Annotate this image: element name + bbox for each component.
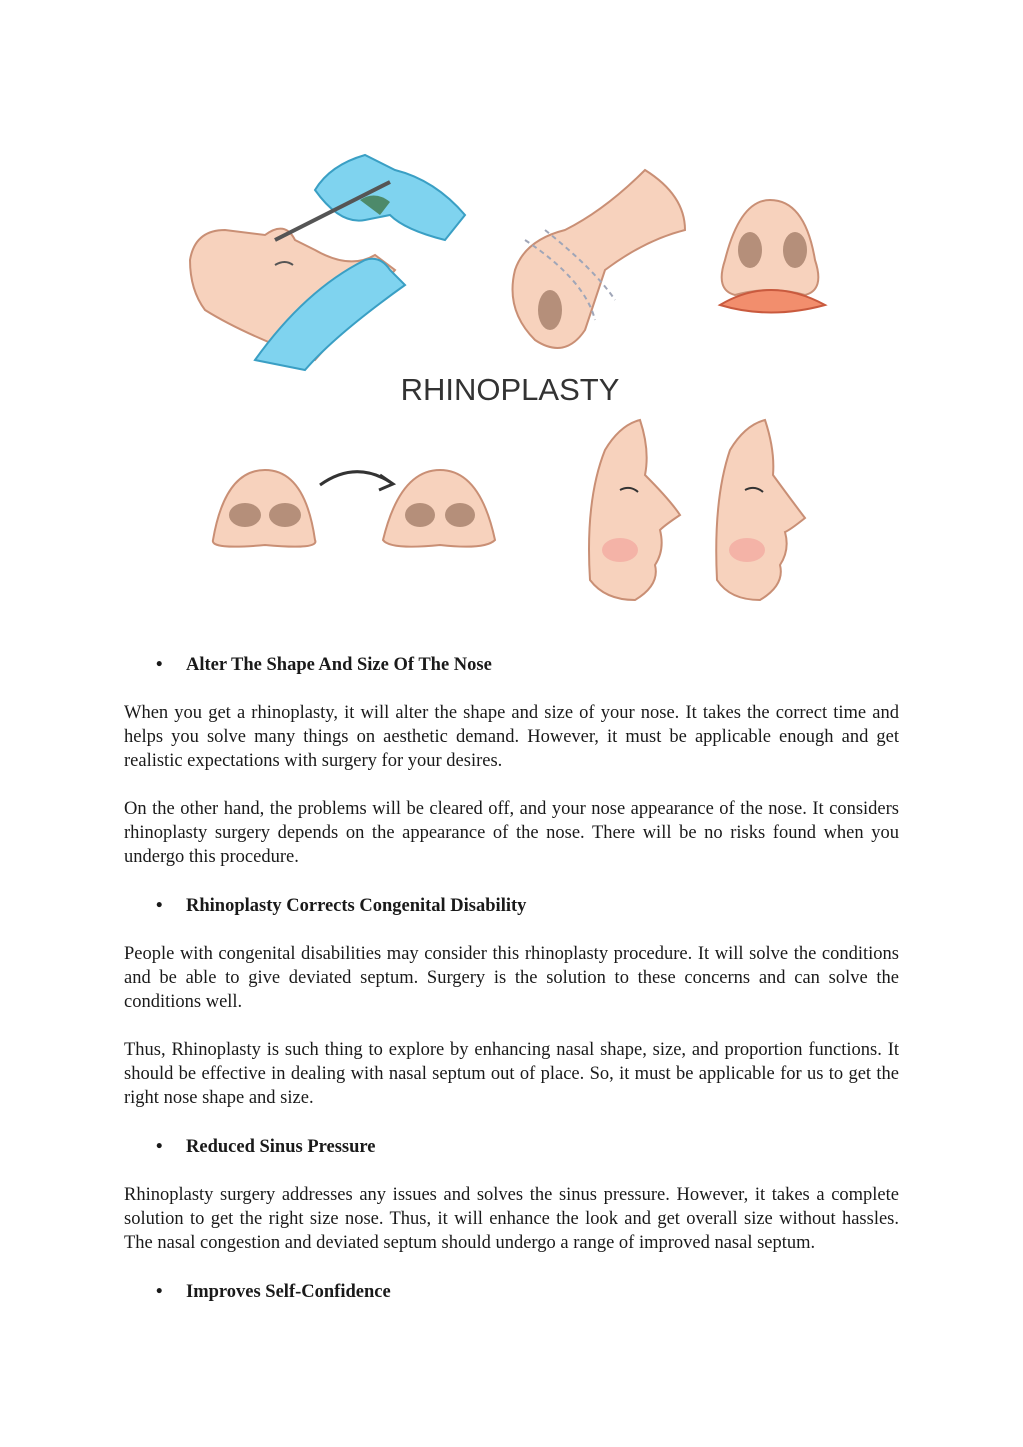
paragraph: People with congenital disabilities may consider this rhinoplasty procedure. It will solve the conditions and be able to give deviated septum. Surgery is the solution to these concerns and can solve the conditions well. xyxy=(124,944,899,1012)
nose-bottom-view-image xyxy=(720,200,825,313)
bullet-icon: • xyxy=(156,896,163,916)
section-heading-text: Improves Self-Confidence xyxy=(186,1282,391,1302)
section-heading xyxy=(124,1279,899,1305)
paragraph: When you get a rhinoplasty, it will alter the shape and size of your nose. It takes the correct time and helps you solve many things on aesthetic demand. However, it must be applicable enough and get realistic expectations with surgery for your desires. xyxy=(124,703,899,771)
rhinoplasty-illustration xyxy=(165,120,905,630)
article-body xyxy=(124,652,899,1305)
paragraph: On the other hand, the problems will be cleared off, and your nose appearance of the nose. It considers rhinoplasty surgery depends on the appearance of the nose. There will be no risks found when you undergo this procedure. xyxy=(124,799,899,867)
face-profile-before-image xyxy=(589,420,680,600)
bullet-icon: • xyxy=(156,1282,163,1302)
paragraph: Rhinoplasty surgery addresses any issues and solves the sinus pressure. However, it takes a complete solution to get the right size nose. Thus, it will enhance the look and get overall size without hassles. The nasal congestion and deviated septum should undergo a range of improved nasal septum. xyxy=(124,1185,899,1253)
nose-after-image xyxy=(383,470,495,547)
nose-before-image xyxy=(213,470,316,547)
bullet-icon: • xyxy=(156,1137,163,1157)
arrow-icon xyxy=(320,472,393,490)
section-heading xyxy=(124,893,899,919)
rhinoplasty-illustration-graphic xyxy=(165,120,905,630)
section-heading-text: Rhinoplasty Corrects Congenital Disability xyxy=(186,896,527,916)
surgery-scene-image xyxy=(190,155,465,370)
section-heading-text: Reduced Sinus Pressure xyxy=(186,1137,376,1157)
section-heading-text: Alter The Shape And Size Of The Nose xyxy=(186,655,492,675)
paragraph: Thus, Rhinoplasty is such thing to explore by enhancing nasal shape, size, and proportion functions. It should be effective in dealing with nasal septum out of place. So, it must be applicable for us to get the right nose shape and size. xyxy=(124,1040,899,1108)
section-heading xyxy=(124,1134,899,1160)
nose-side-view-image xyxy=(513,170,686,348)
section-heading xyxy=(124,652,899,678)
face-profile-after-image xyxy=(716,420,805,600)
bullet-icon: • xyxy=(156,655,163,675)
illustration-title: RHINOPLASTY xyxy=(400,372,620,407)
